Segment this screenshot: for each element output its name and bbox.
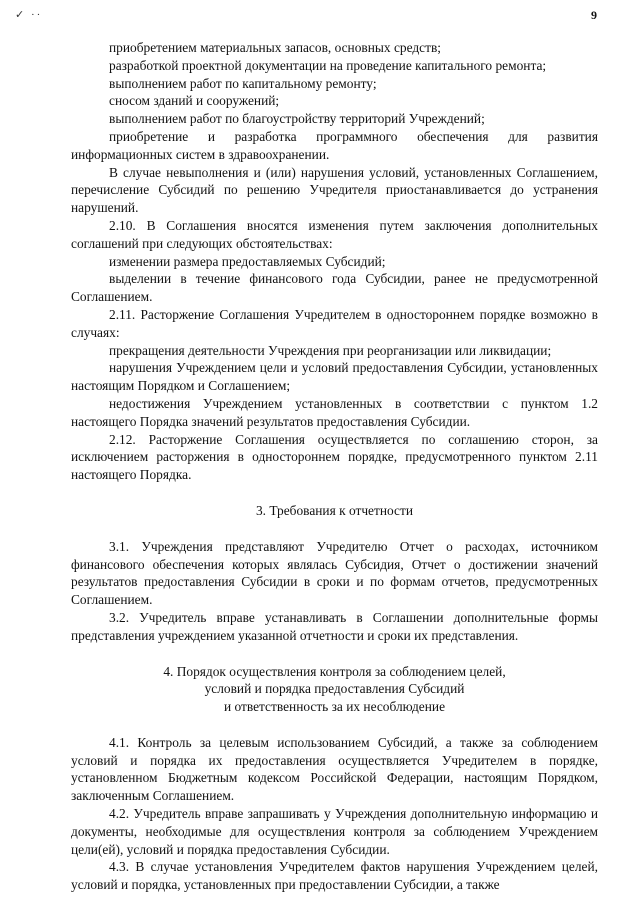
paragraph: нарушения Учреждением цели и условий предоставления Субсидии, установленных настоящим Порядком и Соглашением;	[71, 360, 598, 394]
paragraph-3-1: 3.1. Учреждения представляют Учредителю Отчет о расходах, источником финансового обеспечения которых являлась Субсидия, Отчет о достижении значений результатов предоставления Субсидии в сроки и по формам отчетов, предусмотренных Соглашением.	[71, 538, 598, 608]
paragraph-3-2: 3.2. Учредитель вправе устанавливать в Соглашении дополнительные формы представления учреждением указанной отчетности и сроки их представления.	[71, 609, 598, 643]
section-4-heading	[71, 663, 598, 716]
paragraph: приобретением материальных запасов, основных средств;	[109, 40, 441, 55]
section2-continuation	[71, 39, 598, 484]
paragraph: В случае невыполнения и (или) нарушения условий, установленных Соглашением, перечисление Субсидий по решению Учредителя приостанавливается до устранения нарушений.	[71, 164, 598, 216]
paragraph: прекращения деятельности Учреждения при реорганизации или ликвидации;	[109, 342, 552, 358]
section-4	[71, 734, 598, 894]
heading-line: 4. Порядок осуществления контроля за соблюдением целей,	[163, 663, 506, 679]
document-body	[71, 39, 598, 894]
paragraph-2-11: 2.11. Расторжение Соглашения Учредителем в одностороннем порядке возможно в случаях:	[71, 306, 598, 340]
scan-marks: ✓ ··	[15, 9, 43, 21]
section-3	[71, 538, 598, 645]
paragraph-2-10: 2.10. В Соглашения вносятся изменения путем заключения дополнительных соглашений при следующих обстоятельствах:	[71, 217, 598, 251]
heading-line: и ответственность за их несоблюдение	[223, 699, 446, 715]
paragraph: приобретение и разработка программного обеспечения для развития информационных систем в здравоохранении.	[71, 128, 598, 162]
paragraph-4-1: 4.1. Контроль за целевым использованием Субсидий, а также за соблюдением условий и порядка их предоставления осуществляется Учредителем в порядке, установленном Бюджетным кодексом Российской Федерации, настоящим Порядком, заключенным Соглашением.	[71, 734, 598, 804]
section-3-heading: 3. Требования к отчетности	[255, 502, 414, 518]
paragraph: выполнением работ по капитальному ремонту;	[109, 75, 377, 91]
paragraph: недостижения Учреждением установленных в соответствии с пунктом 1.2 настоящего Порядка значений результатов предоставления Субсидии.	[71, 395, 598, 429]
paragraph: выделении в течение финансового года Субсидии, ранее не предусмотренной Соглашением.	[71, 271, 598, 305]
paragraph: сносом зданий и сооружений;	[109, 93, 280, 109]
heading-line: условий и порядка предоставления Субсидий	[204, 681, 465, 697]
paragraph: изменении размера предоставляемых Субсидий;	[109, 253, 386, 269]
paragraph-4-3: 4.3. В случае установления Учредителем фактов нарушения Учреждением целей, условий и порядка, установленных при предоставлении Субсидии, а также	[71, 859, 598, 893]
paragraph-4-2: 4.2. Учредитель вправе запрашивать у Учреждения дополнительную информацию и документы, необходимые для осуществления контроля за соблюдением Учреждением цели(ей), условий и порядка предоставления Субсидии.	[71, 806, 598, 857]
page-number: 9	[591, 8, 597, 22]
paragraph: разработкой проектной документации на проведение капитального ремонта;	[109, 57, 547, 73]
paragraph: выполнением работ по благоустройству территорий Учреждений;	[109, 111, 485, 127]
paragraph-2-12: 2.12. Расторжение Соглашения осуществляется по соглашению сторон, за исключением расторжения в одностороннем порядке, предусмотренного пунктом 2.11 настоящего Порядка.	[71, 431, 598, 483]
